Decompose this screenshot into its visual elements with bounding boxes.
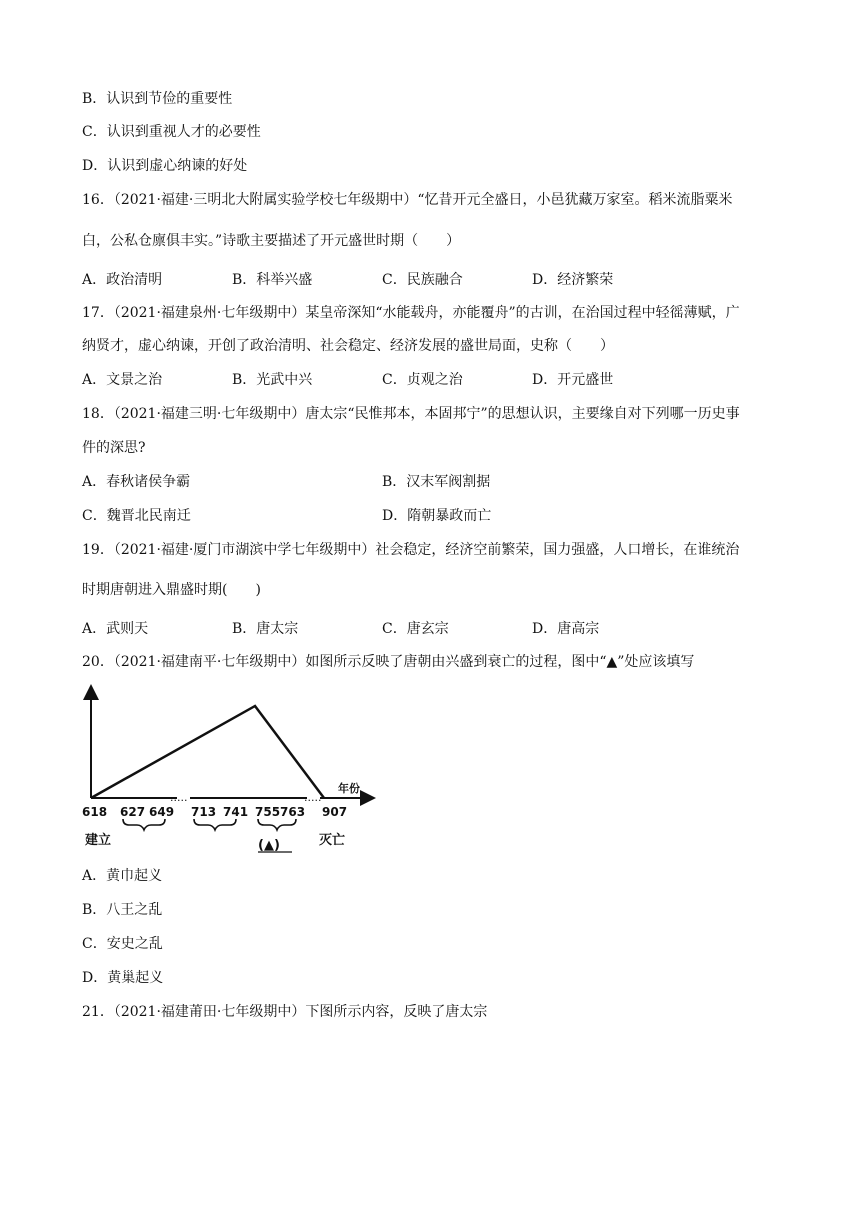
q18-option-d: D．隋朝暴政而亡 xyxy=(382,508,492,524)
tick-label-627: 627 xyxy=(120,805,146,819)
q18-stem-line1: 18．（2021·福建三明·七年级期中）唐太宗“民惟邦本，本固邦宁”的思想认识，主要缘自对下列哪一历史事 xyxy=(82,406,740,422)
q16-option-c: C．民族融合 xyxy=(382,272,463,288)
tick-label-755: 755 xyxy=(255,805,281,819)
x-axis-ellipsis-2: ..... xyxy=(304,791,322,804)
q21-stem-line1: 21．（2021·福建莆田·七年级期中）下图所示内容，反映了唐太宗 xyxy=(82,1004,488,1020)
q20-stem-line1: 20．（2021·福建南平·七年级期中）如图所示反映了唐朝由兴盛到衰亡的过程，图中“▲”处应该填写 xyxy=(82,654,695,670)
q16-option-a: A．政治清明 xyxy=(82,272,163,288)
q17-option-c: C．贞观之治 xyxy=(382,372,463,388)
tang-dynasty-chart xyxy=(82,682,382,857)
q20-option-d: D．黄巢起义 xyxy=(82,970,164,986)
q20-option-a: A．黄巾起义 xyxy=(82,868,163,884)
start-label: 建立 xyxy=(85,833,112,848)
tick-label-618: 618 xyxy=(82,805,108,819)
q16-option-d: D．经济繁荣 xyxy=(532,272,614,288)
tick-labels xyxy=(82,805,347,819)
q20-option-c: C．安史之乱 xyxy=(82,936,163,952)
brace-627-649 xyxy=(123,819,165,830)
tick-label-907: 907 xyxy=(322,805,348,819)
brace-755-763 xyxy=(258,819,296,830)
q20-option-b: B．八王之乱 xyxy=(82,902,163,918)
q19-option-b: B．唐太宗 xyxy=(232,621,299,637)
q15-option-c: C．认识到重视人才的必要性 xyxy=(82,124,261,140)
trend-line xyxy=(91,706,324,798)
q15-option-b: B．认识到节俭的重要性 xyxy=(82,91,233,107)
q18-option-a: A．春秋诸侯争霸 xyxy=(82,474,191,490)
x-axis-label: 年份 xyxy=(338,782,360,795)
q17-option-a: A．文景之治 xyxy=(82,372,163,388)
tick-label-649: 649 xyxy=(149,805,175,819)
q16-stem-line1: 16．（2021·福建·三明北大附属实验学校七年级期中）“忆昔开元全盛日，小邑犹藏万家室。稻米流脂粟米 xyxy=(82,192,733,208)
q17-stem-line2: 纳贤才，虚心纳谏，开创了政治清明、社会稳定、经济发展的盛世局面，史称（ ） xyxy=(82,338,614,354)
q18-stem-line2: 件的深思? xyxy=(82,440,146,456)
q15-option-d: D．认识到虚心纳谏的好处 xyxy=(82,158,248,174)
q19-option-d: D．唐高宗 xyxy=(532,621,600,637)
x-axis-ellipsis-1: ..... xyxy=(170,791,188,804)
q19-option-a: A．武则天 xyxy=(82,621,149,637)
q17-stem-line1: 17．（2021·福建泉州·七年级期中）某皇帝深知“水能载舟，亦能覆舟”的古训，在治国过程中轻徭薄赋，广 xyxy=(82,305,740,321)
tick-label-713: 713 xyxy=(191,805,217,819)
q18-option-b: B．汉末军阀割据 xyxy=(382,474,491,490)
brace-713-741 xyxy=(194,819,236,830)
q17-option-b: B．光武中兴 xyxy=(232,372,313,388)
tick-label-763: 763 xyxy=(280,805,306,819)
q19-stem-line1: 19．（2021·福建·厦门市湖滨中学七年级期中）社会稳定，经济空前繁荣，国力强盛，人口增长，在谁统治 xyxy=(82,542,740,558)
q18-option-c: C．魏晋北民南迁 xyxy=(82,508,191,524)
q16-option-b: B．科举兴盛 xyxy=(232,272,313,288)
q19-option-c: C．唐玄宗 xyxy=(382,621,449,637)
q17-option-d: D．开元盛世 xyxy=(532,372,614,388)
end-label: 灭亡 xyxy=(319,833,346,848)
blank-marker: (▲) xyxy=(258,838,280,853)
q16-stem-line2: 白，公私仓廪俱丰实。”诗歌主要描述了开元盛世时期（ ） xyxy=(82,233,461,249)
q19-stem-line2: 时期唐朝进入鼎盛时期( ) xyxy=(82,582,261,598)
tick-label-741: 741 xyxy=(223,805,249,819)
